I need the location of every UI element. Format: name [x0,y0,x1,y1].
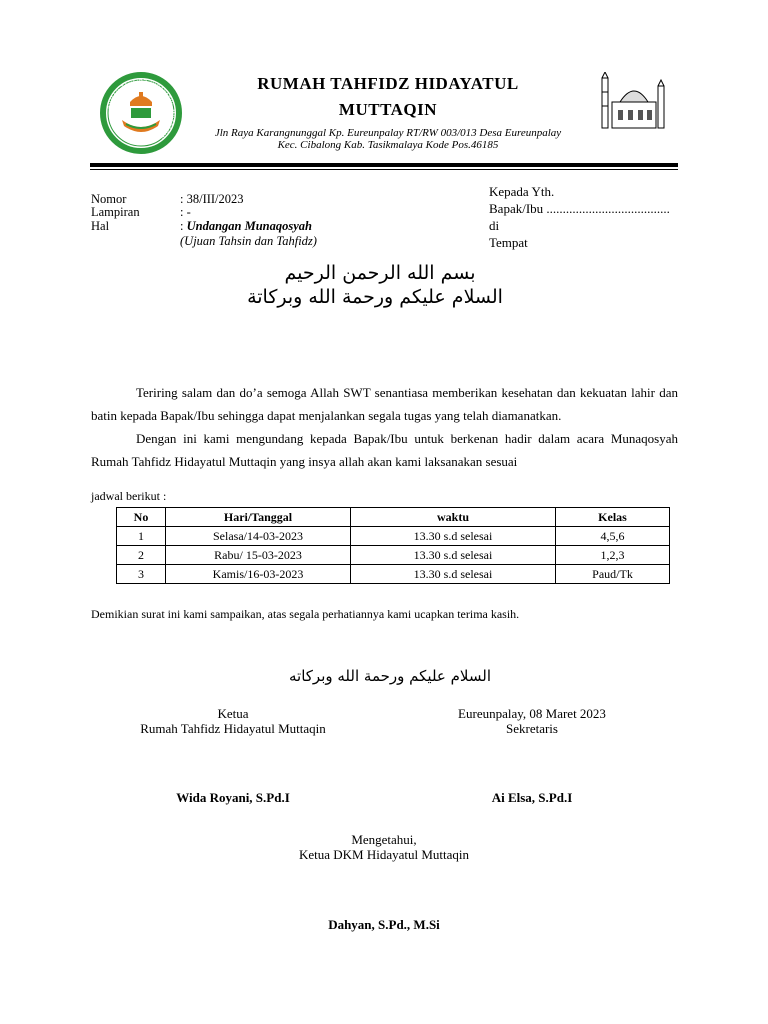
table-row [117,546,670,565]
header-waktu: waktu [351,508,556,527]
table-header-row [117,508,670,527]
recipient-line2: Bapak/Ibu ...................................... [489,201,670,216]
lampiran-label: Lampiran [91,205,140,219]
salam-opening: السلام عليكم ورحمة الله وبركاتة [247,286,503,308]
header-hari-tanggal: Hari/Tanggal [166,508,351,527]
recipient-block [489,183,670,251]
recipient-line4: Tempat [489,235,528,250]
nomor-value: : 38/III/2023 [180,192,244,206]
known-role: Ketua DKM Hidayatul Muttaqin [298,847,470,862]
left-role: Ketua [217,706,249,721]
svg-text:RUMAH TAHFIDZ HIDAYATUL MUTTAQ: RUMAH TAHFIDZ HIDAYATUL MUTTAQIN [107,78,176,140]
table-row [117,565,670,584]
recipient-line1: Kepada Yth. [489,184,555,199]
right-signature-block [420,706,644,736]
lampiran-value: : - [180,205,191,219]
cell-time: 13.30 s.d selesai [351,565,556,584]
document-title-line2: MUTTAQIN [338,100,438,119]
left-signer-name: Wida Royani, S.Pd.I [176,790,290,805]
body-paragraph-1: Teriring salam dan do’a semoga Allah SWT senantiasa memberikan kesehatan dan kekuatan lahir dan batin kepada Bapak/Ibu sehingga dapat menjalankan segala tugas yang telah diamanatkan. [91,385,678,423]
salam-closing: السلام عليكم ورحمة الله وبركاته [289,667,491,685]
cell-no: 2 [117,546,166,565]
hal-value: Undangan Munaqosyah [186,219,312,233]
cell-time: 13.30 s.d selesai [351,546,556,565]
cell-class: Paud/Tk [556,565,670,584]
known-signer-name: Dahyan, S.Pd., M.Si [328,917,440,932]
left-signature-block [100,706,366,736]
address-line2: Kec. Cibalong Kab. Tasikmalaya Kode Pos.46185 [277,139,499,151]
known-label: Mengetahui, [351,832,417,847]
recipient-line3: di [489,218,500,233]
cell-date: Selasa/14-03-2023 [166,527,351,546]
address-line1: Jln Raya Karangnunggal Kp. Eureunpalay RT/RW 003/013 Desa Eureunpalay [214,127,562,139]
document-title-line1: RUMAH TAHFIDZ HIDAYATUL [257,74,519,93]
header-divider-thick [90,163,678,167]
nomor-label: Nomor [91,192,127,206]
cell-date: Rabu/ 15-03-2023 [166,546,351,565]
hal-subtitle: (Ujuan Tahsin dan Tahfidz) [180,234,317,248]
cell-time: 13.30 s.d selesai [351,527,556,546]
cell-date: Kamis/16-03-2023 [166,565,351,584]
closing-sentence: Demikian surat ini kami sampaikan, atas segala perhatiannya kami ucapkan terima kasih. [91,607,520,621]
header-kelas: Kelas [556,508,670,527]
cell-class: 4,5,6 [556,527,670,546]
cell-no: 3 [117,565,166,584]
letter-body [91,381,678,473]
left-org: Rumah Tahfidz Hidayatul Muttaqin [140,721,326,736]
mosque-illustration [598,72,668,130]
right-signer-name: Ai Elsa, S.Pd.I [491,790,573,805]
acknowledgement-block [234,832,534,862]
schedule-table [116,507,670,584]
table-row [117,527,670,546]
body-paragraph-2-end: jadwal berikut : [91,489,167,503]
cell-no: 1 [117,527,166,546]
header-divider-thin [90,169,678,170]
header-no: No [117,508,166,527]
right-role: Sekretaris [506,721,558,736]
hal-prefix: : [180,219,187,233]
body-paragraph-2: Dengan ini kami mengundang kepada Bapak/Ibu untuk berkenan hadir dalam acara Munaqosyah Rumah Tahfidz Hidayatul Muttaqin yang insya allah akan kami laksanakan sesuai [91,431,678,469]
right-place-date: Eureunpalay, 08 Maret 2023 [458,706,606,721]
cell-class: 1,2,3 [556,546,670,565]
basmalah: بسم الله الرحمن الرحيم [284,262,476,284]
hal-label: Hal [91,219,110,233]
